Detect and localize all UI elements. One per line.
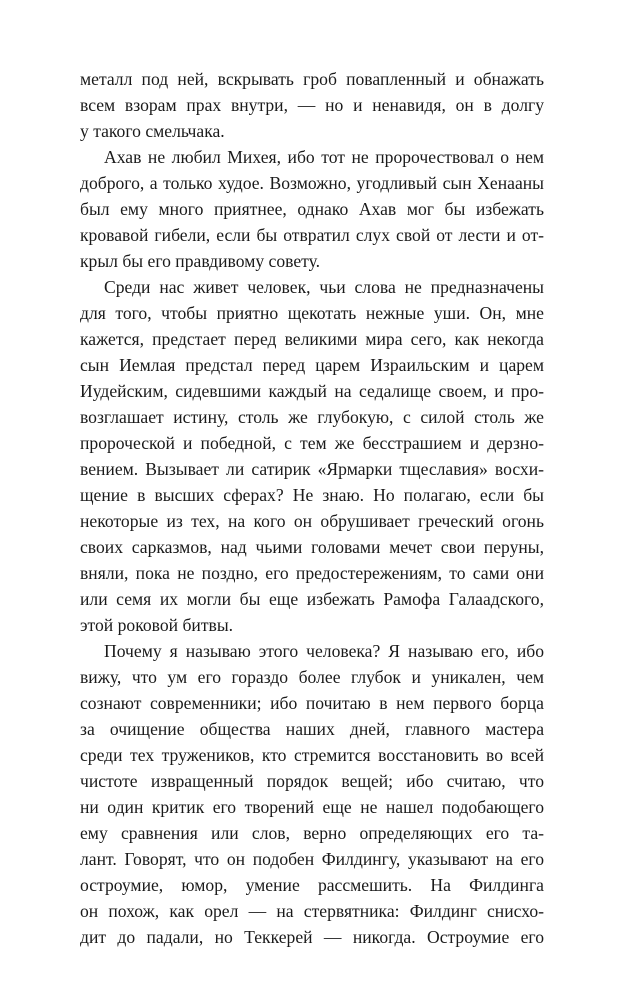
text-line: сын Иемлая предстал перед царем Израильским и царем (80, 355, 544, 375)
body-text (80, 66, 544, 950)
text-line: доброго, а только худое. Возможно, угодливый сын Хенааны (80, 173, 544, 193)
text-line: щение в высших сферах? Не знаю. Но полагаю, если бы (80, 485, 544, 505)
paragraph-4 (80, 638, 544, 950)
text-line: был ему много приятнее, однако Ахав мог бы избежать (80, 199, 544, 219)
text-line: всем взорам прах внутри, — но и ненавидя, он в долгу (80, 95, 544, 115)
text-line: он похож, как орел — на стервятника: Филдинг снисхо- (80, 901, 544, 921)
text-line: ни один критик его творений еще не нашел подобающего (80, 797, 544, 817)
text-line: вижу, что ум его гораздо более глубок и уникален, чем (80, 667, 544, 687)
text-line: вением. Вызывает ли сатирик «Ярмарки тщеславия» восхи- (80, 459, 544, 479)
text-line: возглашает истину, столь же глубокую, с силой столь же (80, 407, 544, 427)
text-line: или семя их могли бы еще избежать Рамофа Галаадского, (80, 589, 544, 609)
text-line: этой роковой битвы. (80, 615, 234, 635)
text-line: Ахав не любил Михея, ибо тот не пророчествовал о нем (104, 147, 544, 167)
text-line: среди тех тружеников, кто стремится восстановить во всей (80, 745, 544, 765)
text-line: некоторые из тех, на кого он обрушивает греческий огонь (80, 511, 544, 531)
text-line: чистоте извращенный порядок вещей; ибо считаю, что (80, 771, 544, 791)
text-line: сознают современники; ибо почитаю в нем первого борца (80, 693, 544, 713)
text-line: лант. Говорят, что он подобен Филдингу, указывают на его (80, 849, 544, 869)
text-line: Среди нас живет человек, чьи слова не предназначены (104, 277, 544, 297)
text-line: за очищение общества наших дней, главного мастера (80, 719, 544, 739)
text-line: для того, чтобы приятно щекотать нежные уши. Он, мне (80, 303, 544, 323)
text-line: дит до падали, но Теккерей — никогда. Остроумие его (80, 927, 544, 947)
text-line: Почему я называю этого человека? Я называю его, ибо (104, 641, 544, 661)
text-line: пророческой и победной, с тем же бесстрашием и дерзно- (80, 433, 544, 453)
paragraph-2 (80, 144, 544, 274)
text-line: кажется, предстает перед великими мира сего, как некогда (80, 329, 544, 349)
text-line: своих сарказмов, над чьими головами мечет свои перуны, (80, 537, 544, 557)
text-line: кровавой гибели, если бы отвратил слух свой от лести и от- (80, 225, 544, 245)
text-line: Иудейским, сидевшими каждый на седалище своем, и про- (80, 381, 544, 401)
text-line: ему сравнения или слов, верно определяющих его та- (80, 823, 544, 843)
text-line: крыл бы его правдивому совету. (80, 251, 321, 271)
text-line: у такого смельчака. (80, 121, 225, 141)
paragraph-3 (80, 274, 544, 638)
text-line: металл под ней, вскрывать гроб повапленный и обнажать (80, 69, 544, 89)
paragraph-1 (80, 66, 544, 144)
text-line: вняли, пока не поздно, его предостережениям, то сами они (80, 563, 544, 583)
text-line: остроумие, юмор, умение рассмешить. На Филдинга (80, 875, 544, 895)
